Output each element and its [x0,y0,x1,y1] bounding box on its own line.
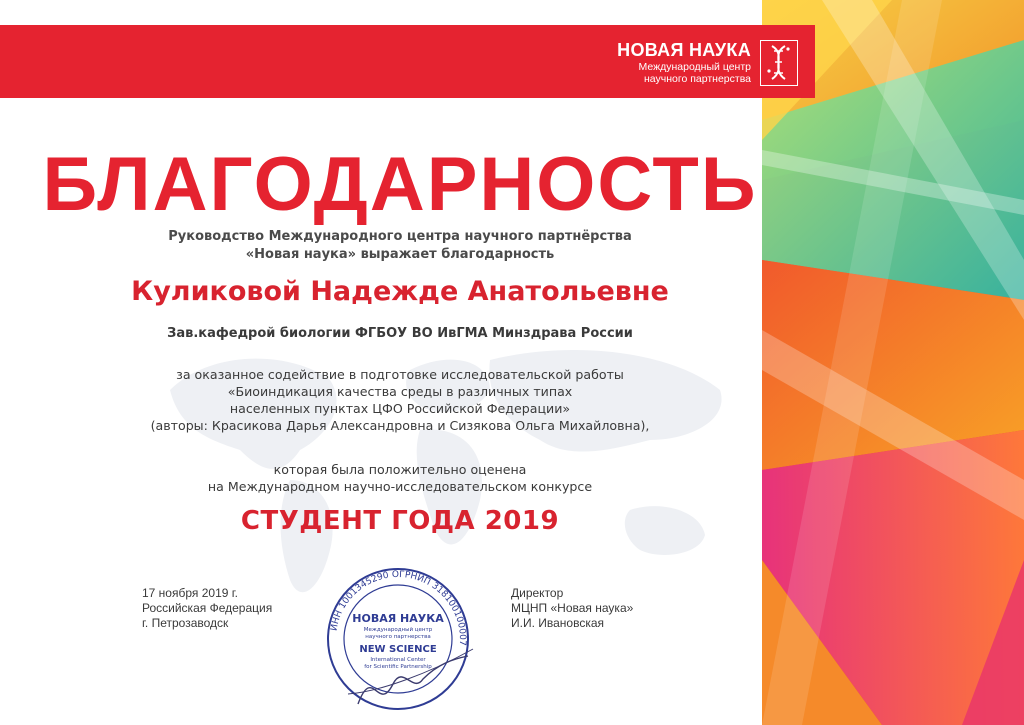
issue-city: г. Петрозаводск [142,616,229,630]
intro-line: Руководство Международного центра научного партнёрства [168,229,632,244]
contest-name: СТУДЕНТ ГОДА 2019 [240,506,560,536]
evaluation-line: которая была положительно оценена [273,462,527,477]
body-text [60,366,740,434]
recipient-position: Зав.кафедрой биологии ФГБОУ ВО ИвГМА Минздрава России [167,326,633,341]
logo-subtitle-line: научного партнерства [643,73,751,85]
seal-sub-en-2: for Scientific Partnership [364,664,432,670]
logo-title: НОВАЯ НАУКА [617,40,751,60]
body-line: населенных пунктах ЦФО Российской Федерации» [229,401,571,416]
decorative-panel [762,0,1024,725]
director-details [511,586,681,631]
seal-name-en: NEW SCIENCE [359,644,437,655]
body-line: (авторы: Красикова Дарья Александровна и Сизякова Ольга Михайловна), [150,418,650,433]
official-seal [318,564,478,714]
certificate-heading: БЛАГОДАРНОСТЬ [42,142,758,227]
issue-details [142,586,312,631]
evaluation-text [60,461,740,495]
recipient-name: Куликовой Надежде Анатольевне [131,276,669,307]
director-title: Директор [511,586,564,600]
issue-date: 17 ноября 2019 г. [142,586,238,600]
logo-subtitle-line: Международный центр [638,61,751,73]
seal-sub-ru-1: Международный центр [363,627,433,633]
organization-logo [596,40,806,90]
dna-helix-icon [760,40,798,86]
intro-line: «Новая наука» выражает благодарность [245,247,555,262]
seal-sub-ru-2: научного партнерства [365,634,431,640]
body-line: «Биоиндикация качества среды в различных типах [227,384,573,399]
intro-text [80,228,720,264]
evaluation-line: на Международном научно-исследовательском конкурсе [207,479,593,494]
seal-sub-en-1: International Center [370,657,426,663]
director-organization: МЦНП «Новая наука» [511,601,634,615]
logo-subtitle [596,61,751,85]
seal-ring-text: ИНН 1001345290 ОГРНИП 318100100007 [329,569,468,647]
issue-country: Российская Федерация [142,601,273,615]
seal-name-ru: НОВАЯ НАУКА [352,612,444,625]
director-name: И.И. Ивановская [511,616,605,630]
signature-stroke [348,649,473,694]
body-line: за оказанное содействие в подготовке исследовательской работы [176,367,624,382]
